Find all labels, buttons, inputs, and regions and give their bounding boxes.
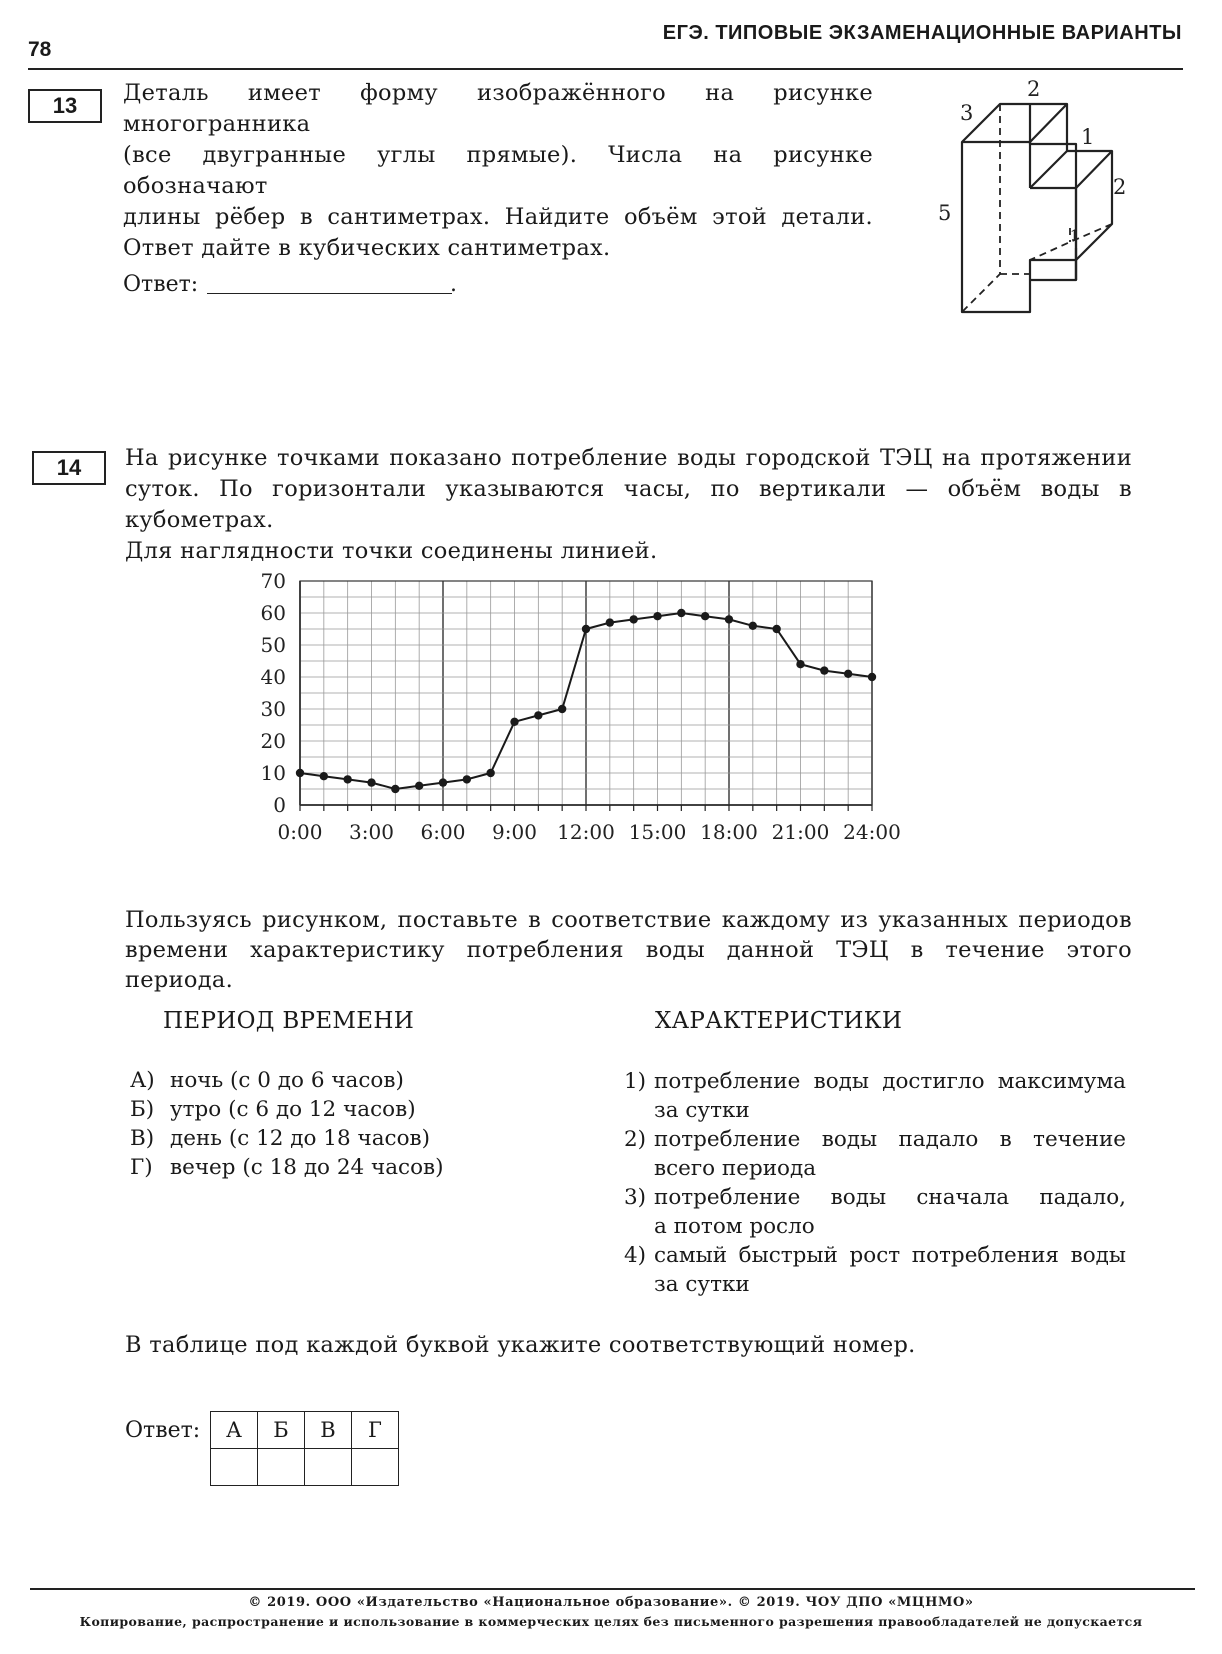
footer-notice: Копирование, распространение и использование в коммерческих целях без письменного разрешения правообладателей не допускается [79,1614,1143,1629]
instruction-line: времени характеристику потребления воды данной ТЭЦ в течение этого периода. [125,937,1132,993]
data-point [677,609,685,617]
period-label: В) [130,1126,155,1151]
task-14-line: Для наглядности точки соединены линией. [125,538,658,564]
data-point [415,782,423,790]
polyhedron-notch [1030,260,1076,280]
edge-label-top: 2 [1027,77,1041,101]
data-point [606,618,614,626]
data-point [486,769,494,777]
answer-table-header: Г [352,1412,399,1449]
polyhedron-step-top [1030,151,1112,188]
y-tick-label: 60 [260,601,286,625]
x-tick-label: 15:00 [628,820,687,844]
task-13-line: Деталь имеет форму изображённого на рисунке многогранника [123,80,873,137]
answer-cell-b[interactable] [258,1449,305,1486]
table-instruction: В таблице под каждой буквой укажите соответствующий номер. [125,1332,916,1358]
data-point [343,775,351,783]
x-tick-label: 18:00 [700,820,758,844]
y-tick-label: 10 [260,761,286,785]
characteristic-label: 1) [624,1069,647,1094]
y-tick-label: 40 [260,665,286,689]
data-point [844,670,852,678]
y-tick-label: 30 [260,697,286,721]
task-14-text [125,443,1132,567]
task-14-instruction [125,905,1132,995]
data-point [629,615,637,623]
characteristic-item [624,1125,1126,1183]
task-14-number-box: 14 [32,451,106,485]
data-point [701,612,709,620]
data-point [725,615,733,623]
period-item [130,1066,530,1095]
characteristic-item [624,1241,1126,1299]
data-point [534,711,542,719]
data-point [653,612,661,620]
period-text: день (с 12 до 18 часов) [170,1126,431,1151]
answer-cell-g[interactable] [352,1449,399,1486]
data-point [749,622,757,630]
page-number: 78 [28,38,52,61]
polyhedron-tall-side [1030,104,1067,188]
edge-label-right: 2 [1113,175,1127,199]
data-point [463,775,471,783]
task-13-answer-period: . [450,272,457,297]
edge-label-inner: 1 [1070,228,1079,244]
footer-copyright: © 2019. ООО «Издательство «Национальное образование». © 2019. ЧОУ ДПО «МЦНМО» [248,1595,974,1610]
answer-table-header: А [211,1412,258,1449]
x-tick-label: 3:00 [349,820,394,844]
characteristic-line: а потом росло [654,1214,815,1239]
data-point [510,718,518,726]
characteristic-label: 2) [624,1127,647,1152]
answer-cell-a[interactable] [211,1449,258,1486]
polyhedron-figure [930,70,1130,320]
answer-table [210,1411,399,1486]
period-label: Г) [130,1155,153,1180]
period-item [130,1153,530,1182]
edge-label-step: 1 [1081,125,1095,149]
polyhedron-front-outline [962,105,1076,312]
task-13-answer-label: Ответ: [123,272,199,297]
x-tick-label: 9:00 [492,820,537,844]
data-point [820,666,828,674]
task-13-line: (все двугранные углы прямые). Числа на рисунке обозначают [123,142,873,199]
period-text: ночь (с 0 до 6 часов) [170,1068,404,1093]
task-13-line: Ответ дайте в кубических сантиметрах. [123,235,611,261]
water-consumption-chart [240,565,940,855]
task-14-line: На рисунке точками показано потребление воды городской ТЭЦ на протяжении [125,445,1132,471]
characteristic-item [624,1067,1126,1125]
data-point [772,625,780,633]
characteristic-line: за сутки [654,1272,750,1297]
data-point [558,705,566,713]
answer-table-input-row [211,1449,399,1486]
instruction-line: Пользуясь рисунком, поставьте в соответствие каждому из указанных периодов [125,907,1132,933]
task-13-number-box: 13 [28,89,102,123]
period-text: утро (с 6 до 12 часов) [170,1097,416,1122]
characteristic-line: всего периода [654,1156,817,1181]
x-tick-label: 24:00 [843,820,901,844]
characteristic-line: потребление воды сначала падало, [654,1185,1126,1210]
characteristic-line: потребление воды падало в течение [654,1127,1126,1152]
periods-heading: ПЕРИОД ВРЕМЕНИ [163,1008,415,1034]
task-13-answer-field[interactable] [207,271,452,294]
answer-table-header-row [211,1412,399,1449]
data-point [367,778,375,786]
running-title: ЕГЭ. ТИПОВЫЕ ЭКЗАМЕНАЦИОННЫЕ ВАРИАНТЫ [662,22,1182,44]
data-point [320,772,328,780]
characteristic-line: потребление воды достигло максимума [654,1069,1126,1094]
data-point [439,778,447,786]
characteristic-item [624,1183,1126,1241]
period-item [130,1095,530,1124]
edge-label-height: 5 [938,201,952,225]
x-tick-label: 0:00 [277,820,323,844]
characteristics-heading: ХАРАКТЕРИСТИКИ [655,1008,903,1034]
x-tick-label: 21:00 [771,820,830,844]
answer-table-header: В [305,1412,352,1449]
data-point [582,625,590,633]
period-label: А) [130,1068,155,1093]
characteristic-label: 3) [624,1185,647,1210]
x-tick-label: 6:00 [420,820,466,844]
answer-cell-v[interactable] [305,1449,352,1486]
data-point [796,660,804,668]
x-tick-label: 12:00 [557,820,615,844]
answer-table-header: Б [258,1412,305,1449]
edge-label-left-top: 3 [960,101,974,125]
characteristics-list [624,1067,1126,1299]
characteristic-line: самый быстрый рост потребления воды [654,1243,1126,1268]
data-point [296,769,304,777]
polyhedron-lower-side [1076,151,1112,260]
characteristic-label: 4) [624,1243,647,1268]
task-13-line: длины рёбер в сантиметрах. Найдите объём этой детали. [123,204,873,230]
period-item [130,1124,530,1153]
footer-rule [30,1588,1195,1590]
data-point [391,785,399,793]
task-14-answer-label: Ответ: [125,1418,201,1443]
period-label: Б) [130,1097,155,1122]
y-tick-label: 0 [273,793,286,817]
periods-list [130,1066,530,1182]
polyhedron-top-face [962,104,1067,142]
y-tick-label: 50 [260,633,286,657]
task-14-line: суток. По горизонтали указываются часы, по вертикали — объём воды в кубометрах. [125,476,1132,533]
characteristic-line: за сутки [654,1098,750,1123]
task-13-text [123,78,873,264]
period-text: вечер (с 18 до 24 часов) [170,1155,444,1180]
y-tick-label: 20 [260,729,286,753]
data-point [868,673,876,681]
y-tick-label: 70 [260,569,286,593]
